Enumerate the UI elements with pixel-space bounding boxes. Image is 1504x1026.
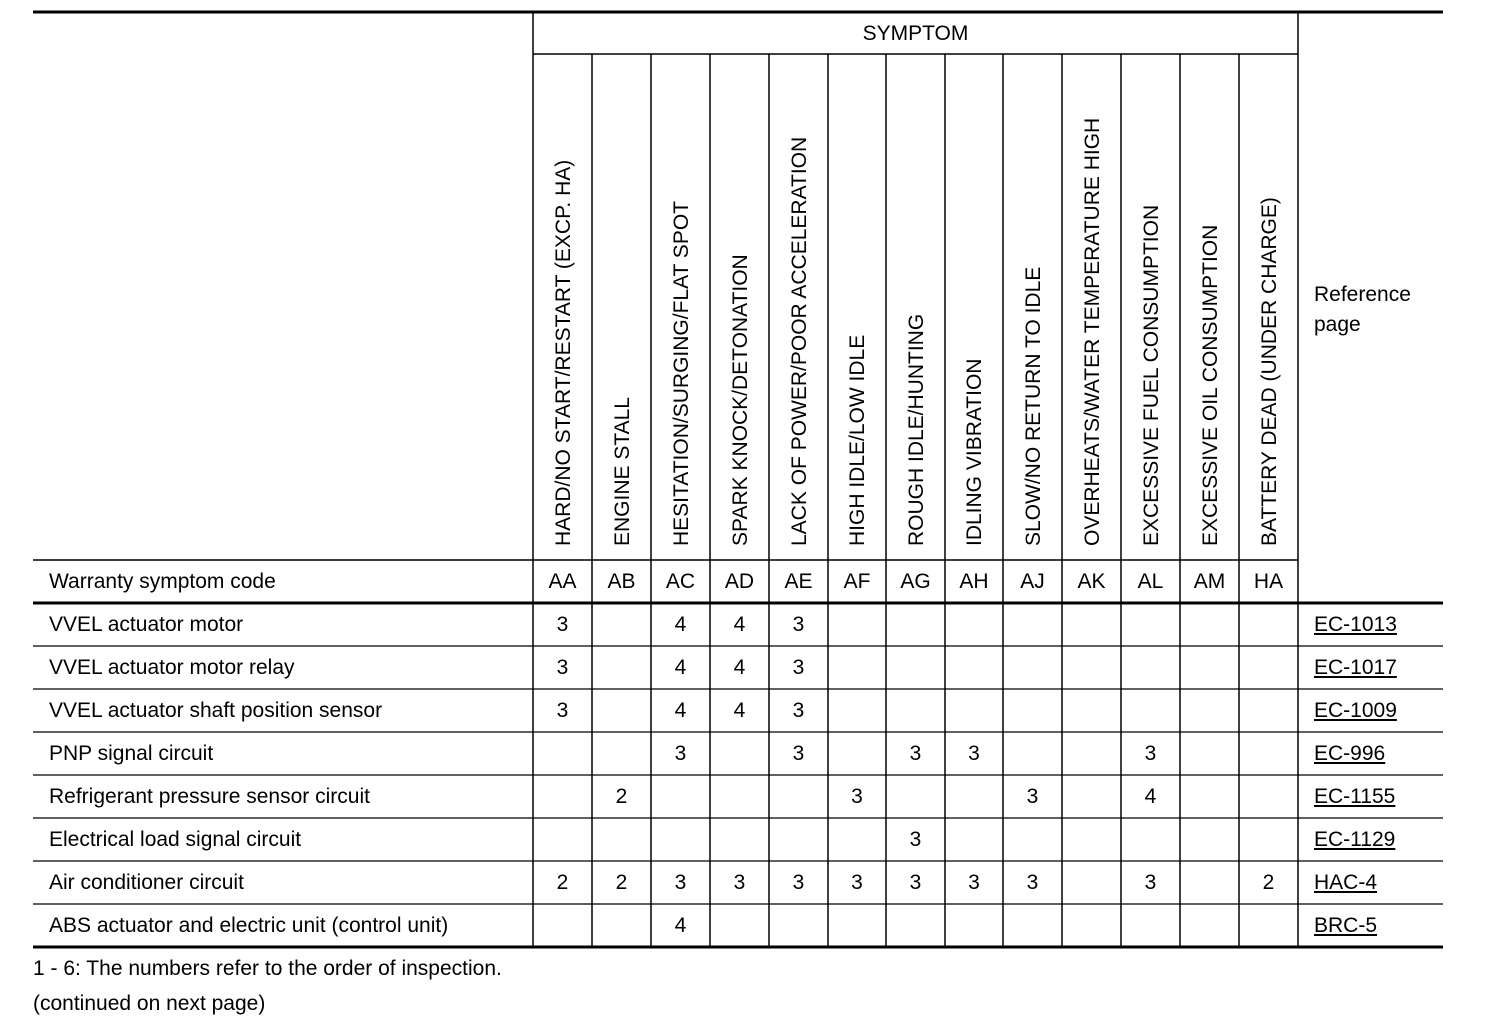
symptom-label-ae: LACK OF POWER/POOR ACCELERATION [787, 136, 811, 546]
reference-header-line2: page [1314, 313, 1361, 336]
symptom-label-af: HIGH IDLE/LOW IDLE [846, 334, 869, 546]
table-cell: 2 [615, 871, 628, 894]
table-cell [1239, 818, 1298, 861]
table-cell: 2 [556, 871, 569, 894]
table-cell [1062, 732, 1121, 775]
table-cell [828, 646, 886, 689]
reference-link[interactable]: EC-1013 [1314, 613, 1397, 636]
symptom-label-al: EXCESSIVE FUEL CONSUMPTION [1139, 204, 1163, 546]
row-label: Refrigerant pressure sensor circuit [49, 785, 370, 808]
row-label: VVEL actuator motor [49, 613, 244, 636]
table-cell [1180, 603, 1239, 646]
table-cell [1180, 689, 1239, 732]
table-cell: 3 [674, 871, 687, 894]
table-cell [1121, 646, 1180, 689]
table-cell: 3 [792, 613, 805, 636]
table-cell [592, 603, 651, 646]
table-cell: 3 [792, 656, 805, 679]
table-cell [533, 732, 592, 775]
table-cell [1121, 818, 1180, 861]
table-cell [1062, 818, 1121, 861]
table-cell: 3 [909, 828, 922, 851]
table-cell [828, 603, 886, 646]
table-cell [710, 818, 769, 861]
table-cell [886, 689, 945, 732]
table-cell [1062, 689, 1121, 732]
row-label: Electrical load signal circuit [49, 828, 302, 851]
symptom-code-ha: HA [1253, 570, 1284, 593]
table-cell [1003, 603, 1062, 646]
symptom-label-ah: IDLING VIBRATION [963, 358, 986, 546]
table-cell [1062, 904, 1121, 947]
table-cell: 3 [556, 613, 569, 636]
table-cell: 4 [733, 699, 746, 722]
reference-header-line1: Reference [1314, 283, 1411, 306]
table-cell [1180, 904, 1239, 947]
table-cell: 3 [733, 871, 746, 894]
table-cell [1239, 689, 1298, 732]
table-cell: 4 [733, 613, 746, 636]
symptom-code-am: AM [1193, 570, 1226, 593]
table-cell [1062, 646, 1121, 689]
table-cell [828, 904, 886, 947]
symptom-label-ha: BATTERY DEAD (UNDER CHARGE) [1257, 197, 1281, 546]
symptom-label-ak: OVERHEATS/WATER TEMPERATURE HIGH [1080, 117, 1104, 546]
symptom-label-aj: SLOW/NO RETURN TO IDLE [1021, 266, 1045, 546]
table-cell: 2 [615, 785, 628, 808]
reference-link[interactable]: EC-1017 [1314, 656, 1397, 679]
table-cell [769, 775, 828, 818]
row-label: ABS actuator and electric unit (control unit) [49, 914, 449, 937]
footer-continued: (continued on next page) [33, 992, 266, 1015]
symptom-label-ag: ROUGH IDLE/HUNTING [904, 313, 928, 546]
table-cell [1003, 646, 1062, 689]
row-label: PNP signal circuit [49, 742, 214, 765]
table-cell [1239, 904, 1298, 947]
table-cell [592, 904, 651, 947]
table-cell: 3 [1026, 785, 1039, 808]
symptom-code-ac: AC [665, 570, 696, 593]
table-cell: 3 [851, 871, 863, 894]
table-cell [592, 732, 651, 775]
table-cell [592, 818, 651, 861]
table-cell [651, 818, 710, 861]
reference-link[interactable]: BRC-5 [1314, 914, 1378, 937]
table-cell: 3 [556, 656, 569, 679]
table-cell [592, 689, 651, 732]
table-cell [1121, 904, 1180, 947]
table-cell [1003, 818, 1062, 861]
table-cell [886, 603, 945, 646]
table-cell [945, 904, 1003, 947]
table-cell [828, 732, 886, 775]
table-cell [710, 904, 769, 947]
symptom-code-ab: AB [607, 570, 636, 593]
table-cell [945, 818, 1003, 861]
reference-link[interactable]: EC-996 [1314, 742, 1386, 765]
table-cell: 4 [674, 699, 687, 722]
table-cell [886, 904, 945, 947]
table-cell [1239, 603, 1298, 646]
table-cell: 3 [792, 742, 805, 765]
table-cell [769, 818, 828, 861]
symptom-code-ak: AK [1077, 570, 1106, 593]
table-cell [1180, 861, 1239, 904]
table-cell: 3 [1026, 871, 1039, 894]
table-cell [828, 689, 886, 732]
table-cell [651, 775, 710, 818]
table-cell [1180, 818, 1239, 861]
symptom-code-al: AL [1137, 570, 1164, 593]
table-cell [945, 689, 1003, 732]
table-cell [1180, 775, 1239, 818]
symptom-code-ad: AD [724, 570, 755, 593]
symptom-label-ac: HESITATION/SURGING/FLAT SPOT [669, 201, 693, 546]
table-cell [945, 646, 1003, 689]
table-cell: 4 [674, 656, 687, 679]
table-cell: 3 [968, 871, 980, 894]
symptom-code-ae: AE [784, 570, 813, 593]
table-cell: 4 [733, 656, 746, 679]
table-cell [1062, 861, 1121, 904]
table-cell: 3 [1144, 742, 1157, 765]
table-cell [1062, 603, 1121, 646]
table-cell [533, 904, 592, 947]
table-cell [1003, 689, 1062, 732]
symptom-label-ad: SPARK KNOCK/DETONATION [728, 254, 752, 546]
row-label: Air conditioner circuit [49, 871, 244, 894]
table-cell: 3 [556, 699, 569, 722]
warranty-code-label: Warranty symptom code [49, 570, 276, 593]
symptom-code-aa: AA [548, 570, 577, 593]
table-cell [710, 775, 769, 818]
row-label: VVEL actuator shaft position sensor [49, 699, 383, 722]
table-cell [886, 646, 945, 689]
table-cell [1121, 603, 1180, 646]
table-cell [945, 603, 1003, 646]
table-cell: 3 [851, 785, 863, 808]
row-label: VVEL actuator motor relay [49, 656, 295, 679]
table-cell [533, 775, 592, 818]
table-cell: 3 [909, 871, 922, 894]
table-cell: 3 [674, 742, 687, 765]
footer-note: 1 - 6: The numbers refer to the order of inspection. [33, 957, 502, 980]
reference-page-header [1314, 280, 1411, 340]
table-cell [1239, 775, 1298, 818]
table-cell [769, 904, 828, 947]
symptom-code-ah: AH [959, 570, 989, 593]
table-cell [945, 775, 1003, 818]
table-cell [1003, 904, 1062, 947]
table-cell [533, 818, 592, 861]
table-cell: 3 [909, 742, 922, 765]
symptom-header [533, 12, 1298, 54]
table-cell [710, 732, 769, 775]
symptom-code-ag: AG [900, 570, 931, 593]
table-cell: 4 [674, 914, 687, 937]
table-cell [1180, 732, 1239, 775]
symptom-label-aa: HARD/NO START/RESTART (EXCP. HA) [551, 159, 575, 546]
symptom-code-aj: AJ [1020, 570, 1045, 593]
table-cell [1121, 689, 1180, 732]
table-cell [1239, 646, 1298, 689]
table-cell [1239, 732, 1298, 775]
table-cell: 3 [968, 742, 980, 765]
symptom-header-text: SYMPTOM [862, 21, 969, 45]
table-cell [1003, 732, 1062, 775]
table-cell: 3 [1144, 871, 1157, 894]
reference-link[interactable]: EC-1155 [1314, 785, 1396, 808]
table-cell: 3 [792, 699, 805, 722]
symptom-label-am: EXCESSIVE OIL CONSUMPTION [1198, 224, 1222, 546]
reference-link[interactable]: EC-1129 [1314, 828, 1396, 851]
reference-link[interactable]: HAC-4 [1314, 871, 1378, 894]
symptom-label-ab: ENGINE STALL [610, 397, 634, 546]
table-cell: 2 [1262, 871, 1275, 894]
table-cell [1062, 775, 1121, 818]
table-cell: 4 [1144, 785, 1157, 808]
table-cell: 3 [792, 871, 805, 894]
table-cell [886, 775, 945, 818]
table-cell: 4 [674, 613, 687, 636]
table-cell [592, 646, 651, 689]
symptom-code-af: AF [843, 570, 871, 593]
reference-link[interactable]: EC-1009 [1314, 699, 1397, 722]
table-cell [1180, 646, 1239, 689]
table-cell [828, 818, 886, 861]
